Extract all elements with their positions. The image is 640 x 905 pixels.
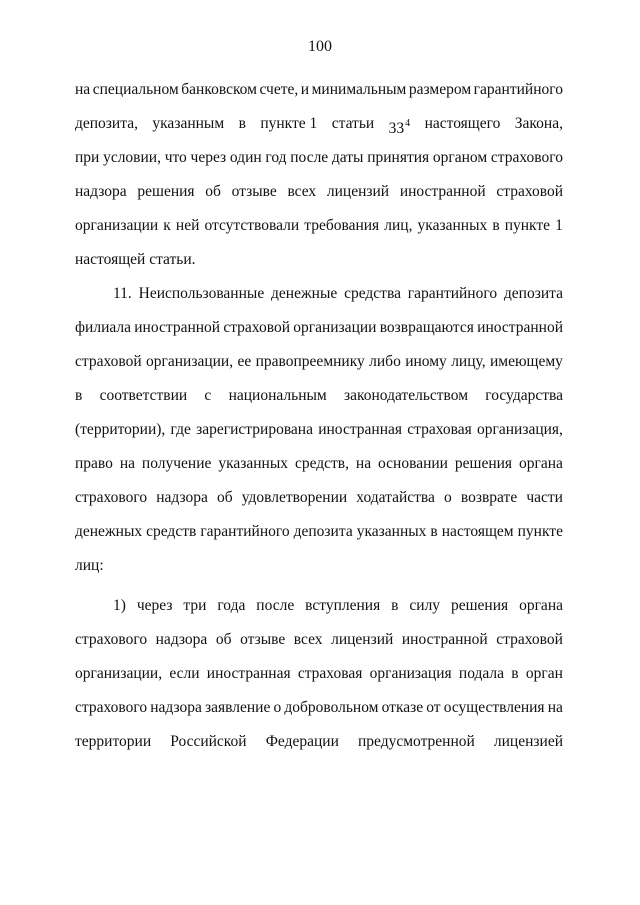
article-superscript: 4 [405, 118, 411, 129]
text-line [75, 488, 563, 508]
word: Российской [170, 733, 247, 750]
word: территории [75, 733, 152, 750]
word: год [265, 149, 287, 166]
word: имеющему [489, 353, 563, 370]
page-number: 100 [308, 38, 332, 55]
text-line [75, 420, 563, 440]
word: и [300, 81, 310, 98]
word: специальном [92, 81, 179, 98]
word: в [492, 217, 500, 234]
word: денежные [271, 285, 338, 302]
word: об [217, 489, 233, 506]
word: решения [454, 455, 513, 472]
word: страхового [75, 699, 148, 716]
word: средств, [294, 455, 349, 472]
text-line [75, 664, 563, 684]
word: государства [485, 387, 563, 404]
word: иному [405, 353, 447, 370]
word: заявление [205, 699, 271, 716]
word: ходатайства [356, 489, 435, 506]
word: законодательством [343, 387, 469, 404]
text-line [75, 250, 563, 270]
word: организация [369, 665, 452, 682]
word: иностранная [318, 421, 403, 438]
word: страховая [407, 421, 472, 438]
word: страховая [297, 665, 363, 682]
word: принятия [367, 149, 430, 166]
word: надзора [156, 489, 208, 506]
word: об [215, 631, 232, 648]
word: гарантийного [473, 81, 563, 98]
text-line [75, 454, 563, 474]
word: пункте 1 [260, 115, 318, 132]
word: в [238, 115, 246, 132]
word: на [75, 81, 91, 98]
text-line [75, 182, 563, 202]
word: гарантийного [200, 523, 290, 540]
word: осуществления [443, 699, 545, 716]
word: ней [175, 217, 200, 234]
word: надзора [150, 699, 202, 716]
word: указанных [417, 217, 488, 234]
word: года [217, 597, 246, 614]
word: вступления [305, 597, 381, 614]
word: решения [137, 183, 195, 200]
word: страхового [490, 149, 563, 166]
word: где [170, 421, 191, 438]
word: органа [518, 455, 563, 472]
text-line [75, 386, 563, 406]
text-line [113, 284, 563, 304]
word: организации, [75, 665, 163, 682]
word: возврате [460, 489, 518, 506]
word: Федерации [265, 733, 339, 750]
word: пункте [504, 217, 551, 234]
word: подала [458, 665, 505, 682]
text-line [75, 352, 563, 372]
word: размером [408, 81, 472, 98]
word: один [229, 149, 262, 166]
word: от [426, 699, 441, 716]
text-line [75, 630, 563, 650]
word: депозита, [75, 115, 138, 132]
text-line [75, 114, 563, 139]
word: условии, [103, 149, 161, 166]
word: через [136, 597, 173, 614]
word: после [290, 149, 329, 166]
word: страховой [496, 631, 563, 648]
word: иностранной [477, 319, 563, 336]
word: указанных [218, 455, 289, 472]
word: пункте [517, 523, 563, 540]
word: статьи [331, 115, 375, 132]
word: лицу, [451, 353, 486, 370]
word: лиц, [384, 217, 413, 234]
text-line [75, 318, 563, 338]
word: в [75, 387, 83, 404]
word: предусмотренной [357, 733, 475, 750]
word: на [355, 455, 372, 472]
word: в [391, 597, 399, 614]
word: лицензий [326, 183, 390, 200]
word: настоящей статьи. [75, 251, 196, 268]
word: 1) [113, 597, 126, 614]
text-line [113, 596, 563, 616]
word: ее [237, 353, 252, 370]
word: организации, [146, 353, 234, 370]
word: страховой [75, 353, 142, 370]
word: всех [293, 631, 323, 648]
word: добровольном [284, 699, 379, 716]
word: если [169, 665, 200, 682]
word: настоящем [441, 523, 514, 540]
word: с [204, 387, 212, 404]
word: органом [432, 149, 488, 166]
word: правопреемнику [255, 353, 365, 370]
word: страхового [75, 631, 148, 648]
word: банковском [181, 81, 257, 98]
word: в [511, 665, 519, 682]
word: (территории), [75, 421, 166, 438]
word: после [256, 597, 295, 614]
word: всех [287, 183, 317, 200]
word: к [163, 217, 171, 234]
word: организации [75, 217, 159, 234]
word: даты [331, 149, 364, 166]
text-line [75, 522, 563, 542]
word: лиц: [75, 557, 104, 574]
word: право [75, 455, 113, 472]
word: надзора [75, 183, 127, 200]
word: на [119, 455, 135, 472]
word: указанных [356, 523, 427, 540]
word: минимальным [311, 81, 407, 98]
text-line [75, 216, 563, 236]
word: иностранной [399, 183, 486, 200]
word: силу [409, 597, 441, 614]
word: надзора [155, 631, 208, 648]
word: решения [450, 597, 509, 614]
word: страховой [496, 183, 563, 200]
word: организация, [477, 421, 563, 438]
word: об [205, 183, 221, 200]
text-line [75, 148, 563, 168]
word: в [430, 523, 438, 540]
word: органа [519, 597, 563, 614]
word: лицензий [331, 631, 394, 648]
word: отзыве [231, 183, 277, 200]
word: иностранная [206, 665, 291, 682]
word: три [183, 597, 207, 614]
word: $33^4$ [388, 118, 411, 137]
word: депозита [293, 523, 353, 540]
word: отказе [381, 699, 424, 716]
word: гарантийного [407, 285, 498, 302]
word: зарегистрирована [196, 421, 313, 438]
word: при [75, 149, 100, 166]
word: 1 [555, 217, 563, 234]
word: Неиспользованные [138, 285, 265, 302]
word: отзыве [240, 631, 286, 648]
word: орган [525, 665, 563, 682]
word: указанным [152, 115, 225, 132]
word: требования [304, 217, 380, 234]
word: основании [378, 455, 448, 472]
word: на [547, 699, 563, 716]
word: страхового [75, 489, 148, 506]
word: через [190, 149, 227, 166]
word: соответствии [99, 387, 188, 404]
word: удовлетворении [241, 489, 348, 506]
word: средств [146, 523, 197, 540]
word: организации [293, 319, 377, 336]
text-line [75, 698, 563, 718]
word: Закона, [514, 115, 563, 132]
word: иностранной [134, 319, 221, 336]
word: получение [141, 455, 212, 472]
word: отсутствовали [204, 217, 300, 234]
word: иностранной [401, 631, 488, 648]
word: счете, [259, 81, 299, 98]
word: настоящего [424, 115, 501, 132]
word: либо [369, 353, 401, 370]
word: о [273, 699, 282, 716]
word: средства [344, 285, 401, 302]
word: филиала [75, 319, 131, 336]
word: страховой [223, 319, 290, 336]
text-line [75, 556, 563, 576]
word: денежных [75, 523, 143, 540]
word: возвращаются [379, 319, 474, 336]
text-line [75, 80, 563, 100]
word: лицензией [493, 733, 563, 750]
word: что [164, 149, 187, 166]
word: депозита [503, 285, 563, 302]
word: 11. [113, 285, 132, 302]
word: о [444, 489, 452, 506]
text-line [75, 732, 563, 752]
word: части [526, 489, 563, 506]
word: национальным [228, 387, 327, 404]
